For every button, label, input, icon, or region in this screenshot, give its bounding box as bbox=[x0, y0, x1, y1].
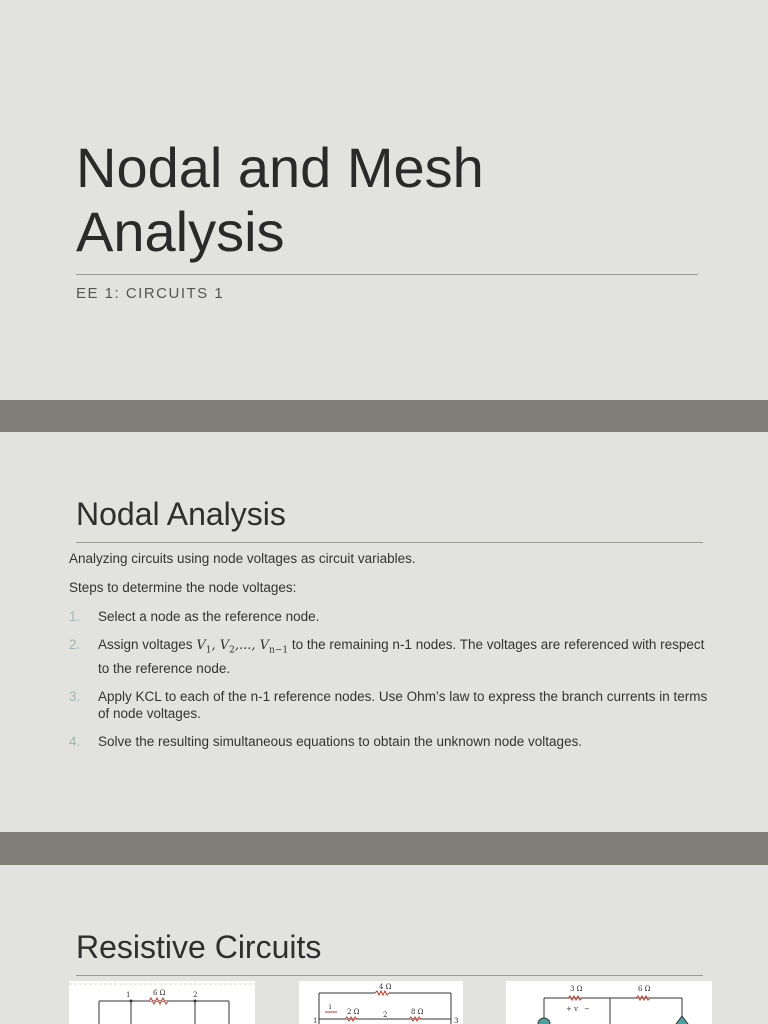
intro-text: Analyzing circuits using node voltages as circuit variables. bbox=[69, 551, 416, 566]
step-text-before: Assign voltages bbox=[98, 637, 193, 652]
resistor-label: 6 Ω bbox=[153, 989, 166, 997]
list-number: 2. bbox=[69, 637, 81, 652]
circuit-diagram-2 bbox=[299, 981, 463, 1024]
resistor-6-ohm bbox=[149, 998, 168, 1004]
slide-subtitle: EE 1: CIRCUITS 1 bbox=[76, 285, 225, 302]
list-item bbox=[69, 733, 709, 750]
title-line-1: Nodal and Mesh bbox=[76, 136, 484, 199]
circuit-2-svg bbox=[299, 981, 463, 1024]
voltage-variables: $V_1$, $V_2$,..., $V_{n-1}$ bbox=[196, 638, 289, 656]
node-dot bbox=[194, 1000, 197, 1003]
list-text: Select a node as the reference node. bbox=[98, 609, 320, 624]
slide-heading: Nodal Analysis bbox=[76, 496, 286, 532]
slide-heading: Resistive Circuits bbox=[76, 929, 322, 965]
resistor-label: 6 Ω bbox=[638, 985, 651, 993]
node-label: 2 bbox=[383, 1011, 388, 1019]
polarity-minus: − bbox=[584, 1005, 590, 1013]
node-label: 1 bbox=[126, 991, 131, 999]
circuit-diagram-1 bbox=[69, 981, 255, 1024]
steps-list bbox=[69, 608, 709, 761]
voltage-source-icon bbox=[538, 1018, 550, 1024]
circuit-1-svg bbox=[69, 981, 255, 1024]
resistor-label: 8 Ω bbox=[411, 1008, 424, 1016]
slide-title bbox=[76, 136, 696, 264]
resistor-8-ohm bbox=[409, 1017, 421, 1021]
heading-divider bbox=[76, 542, 703, 543]
resistor-label: 2 Ω bbox=[347, 1008, 360, 1016]
list-text: Apply KCL to each of the n-1 reference nodes. Use Ohm’s law to express the branch currents in terms of node voltages. bbox=[98, 688, 708, 721]
title-slide bbox=[0, 0, 768, 400]
node-label: 2 bbox=[193, 991, 198, 999]
list-item bbox=[69, 688, 709, 722]
polarity-plus: + bbox=[566, 1005, 572, 1013]
list-text bbox=[98, 636, 709, 677]
title-line-2: Analysis bbox=[76, 200, 285, 263]
list-number: 1. bbox=[69, 609, 81, 624]
steps-intro-text: Steps to determine the node voltages: bbox=[69, 580, 297, 595]
list-item bbox=[69, 608, 709, 625]
resistor-6-ohm bbox=[636, 996, 650, 1000]
voltage-label: v bbox=[574, 1005, 578, 1013]
circuit-3-svg bbox=[506, 981, 712, 1024]
heading-divider bbox=[76, 975, 703, 976]
resistor-label: 4 Ω bbox=[379, 983, 392, 991]
node-label: 3 bbox=[454, 1017, 459, 1024]
list-text: Solve the resulting simultaneous equations to obtain the unknown node voltages. bbox=[98, 733, 583, 749]
list-item bbox=[69, 636, 709, 677]
resistive-circuits-slide bbox=[0, 865, 768, 1024]
step-text-after: to the remaining n-1 nodes. The voltages are referenced with respect to the reference node. bbox=[98, 637, 705, 676]
list-number: 3. bbox=[69, 688, 81, 704]
resistor-label: 3 Ω bbox=[570, 985, 583, 993]
dependent-source-icon bbox=[676, 1016, 688, 1024]
node-label: 1 bbox=[313, 1017, 318, 1024]
resistor-2-ohm bbox=[345, 1017, 357, 1021]
resistor-3-ohm bbox=[568, 996, 582, 1000]
circuit-diagram-3 bbox=[506, 981, 712, 1024]
list-number: 4. bbox=[69, 733, 81, 749]
current-label: i bbox=[329, 1003, 332, 1011]
nodal-analysis-slide bbox=[0, 432, 768, 832]
resistor-4-ohm bbox=[375, 991, 389, 995]
node-dot bbox=[130, 1000, 133, 1003]
title-divider bbox=[76, 274, 698, 275]
